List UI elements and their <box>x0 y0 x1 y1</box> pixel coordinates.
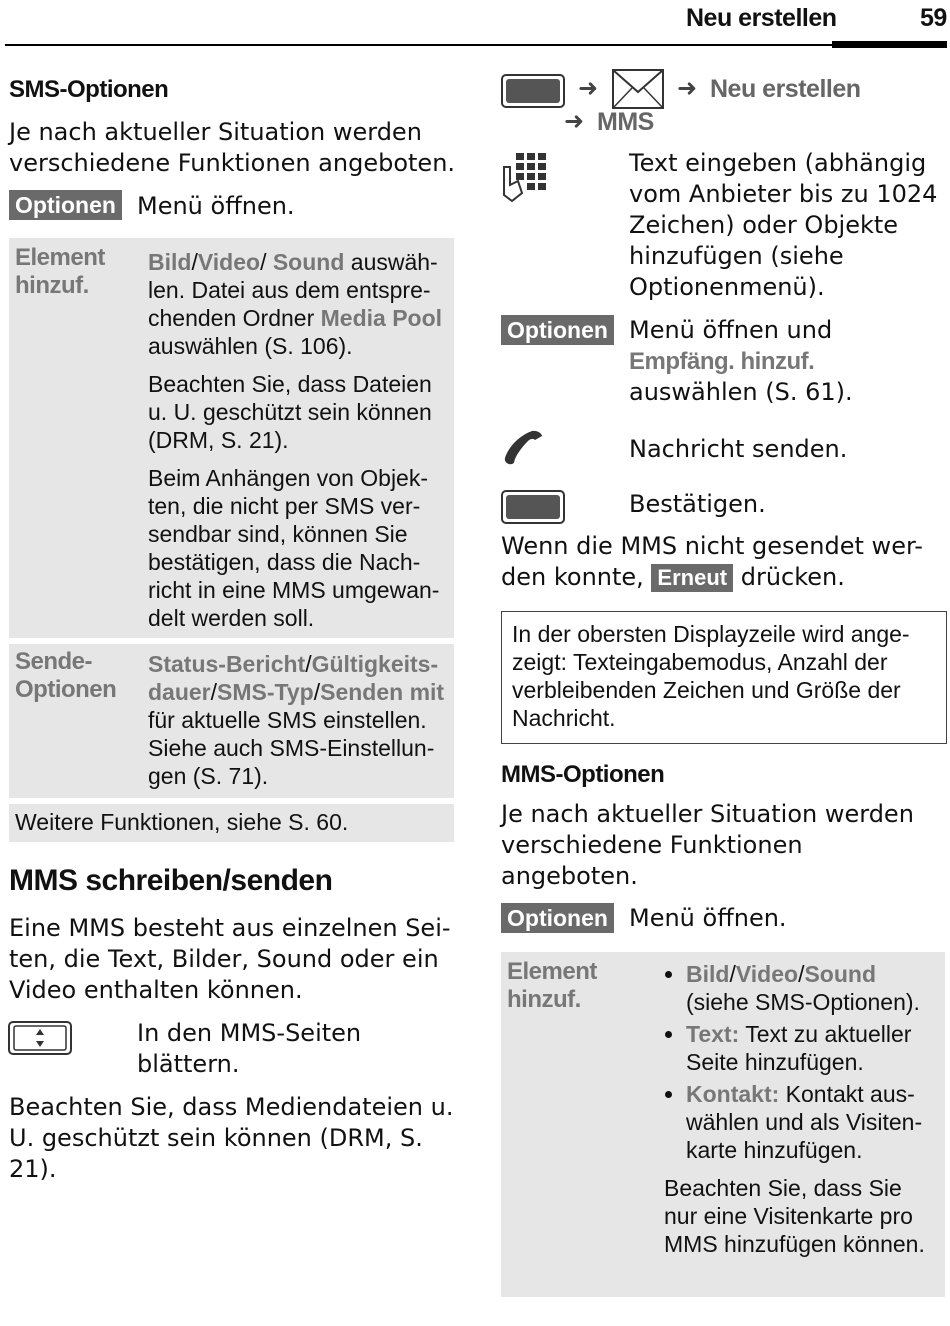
list-item: • Bild/Video/Sound (siehe SMS-Optionen). <box>686 960 939 1016</box>
optionen-softkey <box>501 315 614 345</box>
options-list <box>664 960 939 1164</box>
optionen-label: Optionen <box>9 190 122 220</box>
open-menu-and: Menü öffnen und <box>629 316 833 344</box>
row-paragraph-drm: Beachten Sie, dass Dateien u. U. geschützt sein können (DRM, S. 21). <box>148 371 432 453</box>
status-bericht-term: Status-Bericht <box>148 651 306 677</box>
gueltigkeitsdauer-term: Gültigkeits-dauer <box>148 651 439 705</box>
bild-term: Bild <box>686 961 730 987</box>
retry-text-b: drücken. <box>733 563 845 591</box>
sms-typ-term: SMS-Typ <box>217 679 314 705</box>
info-box-text: In der obersten Displayzeile wird ange-zeigt: Texteingabemodus, Anzahl der verbleibenden Zeichen und Größe der Nachricht. <box>512 621 910 731</box>
row-content: Status-Bericht/Gültigkeits-dauer/SMS-Typ/Senden mit für aktuelle SMS einstellen. Siehe auch SMS-Einstellun-gen (S. 71). <box>148 651 445 789</box>
mms-heading: MMS schreiben/senden <box>9 864 333 897</box>
row-content <box>664 960 939 1258</box>
row-content: Bild/Video/ Sound auswäh-len. Datei aus dem entspre-chenden Ordner Media Pool auswählen (S. 106). Beachten Sie, dass Dateien u. U. geschützt sein können (DRM, S. 21). Beim Anhängen von Objek-ten, die nicht per SMS ver-sendbar sind, können Sie bestätigen, dass die Nach-richt in eine MMS umgewan-delt werden soll. <box>148 249 443 631</box>
empfaeng-hinzuf-term: Empfäng. hinzuf. <box>629 348 815 375</box>
header-rule <box>5 44 947 46</box>
confirm-text: Bestätigen. <box>629 490 766 518</box>
video-term: Video <box>197 249 261 275</box>
kontakt-term: Kontakt: <box>686 1081 780 1107</box>
keypad-icon <box>500 151 548 207</box>
vcard-note: Beachten Sie, dass Sie nur eine Visitenkarte pro MMS hinzufügen können. <box>664 1175 925 1257</box>
send-message-text: Nachricht senden. <box>629 435 848 463</box>
row-paragraph-convert: Beim Anhängen von Objek-ten, die nicht per SMS ver-sendbar sind, können Sie bestätigen, dass die Nach-richt in eine MMS umgewan-delt werden soll. <box>148 465 440 631</box>
page-header-title: Neu erstellen <box>686 4 837 32</box>
erneut-softkey: Erneut <box>651 564 733 592</box>
mms-options-heading: MMS-Optionen <box>501 761 665 788</box>
arrow-icon: ➜ <box>578 74 599 102</box>
mms-intro: Eine MMS besteht aus einzelnen Sei-ten, die Text, Bilder, Sound oder ein Video enthalten können. <box>9 914 451 1004</box>
info-box <box>501 611 947 744</box>
page-number: 59 <box>920 4 947 32</box>
retry-text <box>501 531 941 593</box>
sms-options-heading: SMS-Optionen <box>9 76 169 103</box>
menu-key-icon <box>501 74 565 112</box>
nav-mms: MMS <box>597 108 654 136</box>
list-item-text: Kontakt aus-wählen und als Visiten-karte hinzufügen. <box>686 1081 923 1163</box>
bild-term: Bild <box>148 249 192 275</box>
senden-mit-term: Senden mit <box>320 679 445 705</box>
call-key-icon <box>502 428 544 470</box>
arrow-icon: ➜ <box>677 74 698 102</box>
open-menu-add-recipient <box>629 315 939 408</box>
row-label: Element hinzuf. <box>507 958 597 1013</box>
table-row-sende-optionen <box>9 644 454 798</box>
list-item-text: Text zu aktueller Seite hinzufügen. <box>686 1021 912 1075</box>
mms-options-intro: Je nach aktueller Situation werden verschiedene Funktionen angeboten. <box>501 800 914 890</box>
nav-neu-erstellen: Neu erstellen <box>710 75 861 103</box>
row-text-b: auswählen (S. 106). <box>148 333 353 359</box>
confirm-key-icon <box>501 490 565 528</box>
table-row-weitere <box>9 804 454 842</box>
optionen-softkey <box>501 903 614 933</box>
arrow-icon: ➜ <box>564 107 585 135</box>
optionen-label: Optionen <box>501 903 614 933</box>
list-item-text: (siehe SMS-Optionen). <box>686 989 920 1015</box>
enter-text-instructions: Text eingeben (abhängig vom Anbieter bis zu 1024 Zeichen) oder Objekte hinzufügen (siehe Optionenmenü). <box>629 149 938 301</box>
optionen-softkey <box>9 190 122 220</box>
table-row-element-hinzuf <box>9 238 454 638</box>
open-menu-text: Menü öffnen. <box>629 904 787 932</box>
scroll-pages-text: In den MMS-Seiten blättern. <box>137 1019 362 1078</box>
video-term: Video <box>735 961 799 987</box>
row-text-a: auswäh-len. Datei aus dem entspre-chenden Ordner <box>148 249 438 331</box>
media-pool-term: Media Pool <box>320 305 443 331</box>
select-reference: auswählen (S. 61). <box>629 378 853 406</box>
row-text: Weitere Funktionen, siehe S. 60. <box>15 809 349 835</box>
sound-term: Sound <box>272 249 345 275</box>
table-row-element-hinzuf <box>501 952 945 1297</box>
header-page-bar <box>832 41 947 48</box>
drm-note: Beachten Sie, dass Mediendateien u. U. geschützt sein können (DRM, S. 21). <box>9 1093 454 1183</box>
sound-term: Sound <box>804 961 876 987</box>
text-term: Text: <box>686 1021 740 1047</box>
row-label: Sende-Optionen <box>15 648 117 703</box>
row-text: für aktuelle SMS einstellen. Siehe auch SMS-Einstellun-gen (S. 71). <box>148 707 435 789</box>
open-menu-text: Menü öffnen. <box>137 192 295 220</box>
sms-options-intro: Je nach aktueller Situation werden verschiedene Funktionen angeboten. <box>9 118 456 177</box>
optionen-label: Optionen <box>501 315 614 345</box>
list-item <box>686 1020 939 1076</box>
row-label: Element hinzuf. <box>15 244 105 299</box>
scroll-key-icon <box>8 1021 72 1059</box>
retry-text-a: Wenn die MMS nicht gesendet wer-den konnte, <box>501 532 923 591</box>
list-item <box>686 1080 939 1164</box>
